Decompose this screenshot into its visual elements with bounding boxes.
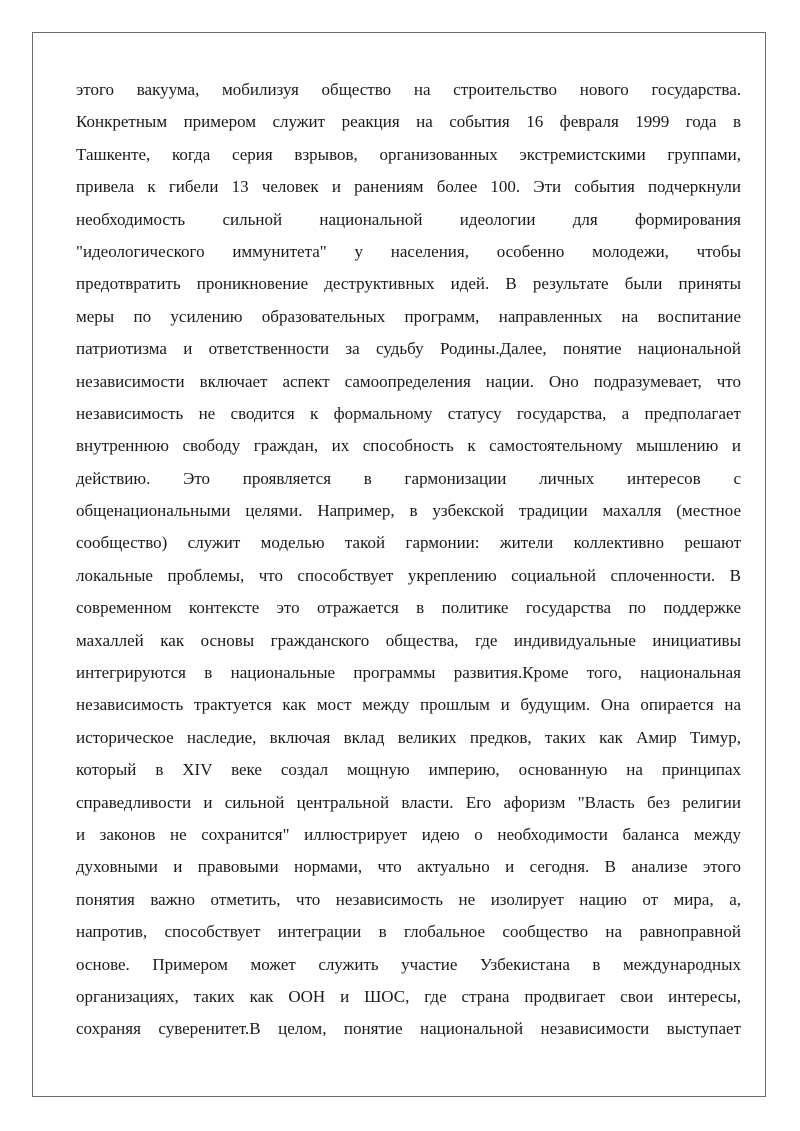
- text-line: независимости включает аспект самоопределения нации. Оно подразумевает, что: [76, 371, 741, 391]
- text-line: привела к гибели 13 человек и ранениям более 100. Эти события подчеркнули: [76, 177, 741, 197]
- text-line: справедливости и сильной центральной власти. Его афоризм "Власть без религии: [76, 792, 741, 812]
- text-line: организациях, таких как ООН и ШОС, где страна продвигает свои интересы,: [76, 986, 741, 1006]
- text-line: независимость не сводится к формальному статусу государства, а предполагает: [76, 403, 741, 423]
- text-line: махаллей как основы гражданского общества, где индивидуальные инициативы: [76, 630, 741, 650]
- text-line: независимость трактуется как мост между прошлым и будущим. Она опирается на: [76, 695, 741, 715]
- text-line: сохраняя суверенитет.В целом, понятие национальной независимости выступает: [76, 1019, 741, 1039]
- text-line: понятия важно отметить, что независимость не изолирует нацию от мира, а,: [76, 889, 741, 909]
- text-line: и законов не сохранится" иллюстрирует идею о необходимости баланса между: [76, 824, 741, 844]
- text-line: интегрируются в национальные программы развития.Кроме того, национальная: [76, 663, 741, 683]
- document-body: [76, 74, 741, 1046]
- text-line: необходимость сильной национальной идеологии для формирования: [76, 209, 741, 229]
- text-line: предотвратить проникновение деструктивных идей. В результате были приняты: [76, 274, 741, 294]
- text-line: меры по усилению образовательных программ, направленных на воспитание: [76, 306, 741, 326]
- text-line: сообщество) служит моделью такой гармонии: жители коллективно решают: [76, 533, 741, 553]
- text-line: действию. Это проявляется в гармонизации личных интересов с: [76, 468, 741, 488]
- text-line: Конкретным примером служит реакция на события 16 февраля 1999 года в: [76, 112, 741, 132]
- text-line: основе. Примером может служить участие Узбекистана в международных: [76, 954, 741, 974]
- text-line: современном контексте это отражается в политике государства по поддержке: [76, 598, 741, 618]
- text-line: общенациональными целями. Например, в узбекской традиции махалля (местное: [76, 501, 741, 521]
- text-line: историческое наследие, включая вклад великих предков, таких как Амир Тимур,: [76, 727, 741, 747]
- text-line: внутреннюю свободу граждан, их способность к самостоятельному мышлению и: [76, 436, 741, 456]
- text-line: который в XIV веке создал мощную империю, основанную на принципах: [76, 760, 741, 780]
- text-line: этого вакуума, мобилизуя общество на строительство нового государства.: [76, 80, 741, 99]
- text-line: "идеологического иммунитета" у населения, особенно молодежи, чтобы: [76, 241, 741, 261]
- text-line: патриотизма и ответственности за судьбу Родины.Далее, понятие национальной: [76, 339, 741, 359]
- text-line: напротив, способствует интеграции в глобальное сообщество на равноправной: [76, 922, 741, 942]
- text-line: духовными и правовыми нормами, что актуально и сегодня. В анализе этого: [76, 857, 741, 877]
- text-line: Ташкенте, когда серия взрывов, организованных экстремистскими группами,: [76, 144, 741, 164]
- text-line: локальные проблемы, что способствует укреплению социальной сплоченности. В: [76, 565, 741, 585]
